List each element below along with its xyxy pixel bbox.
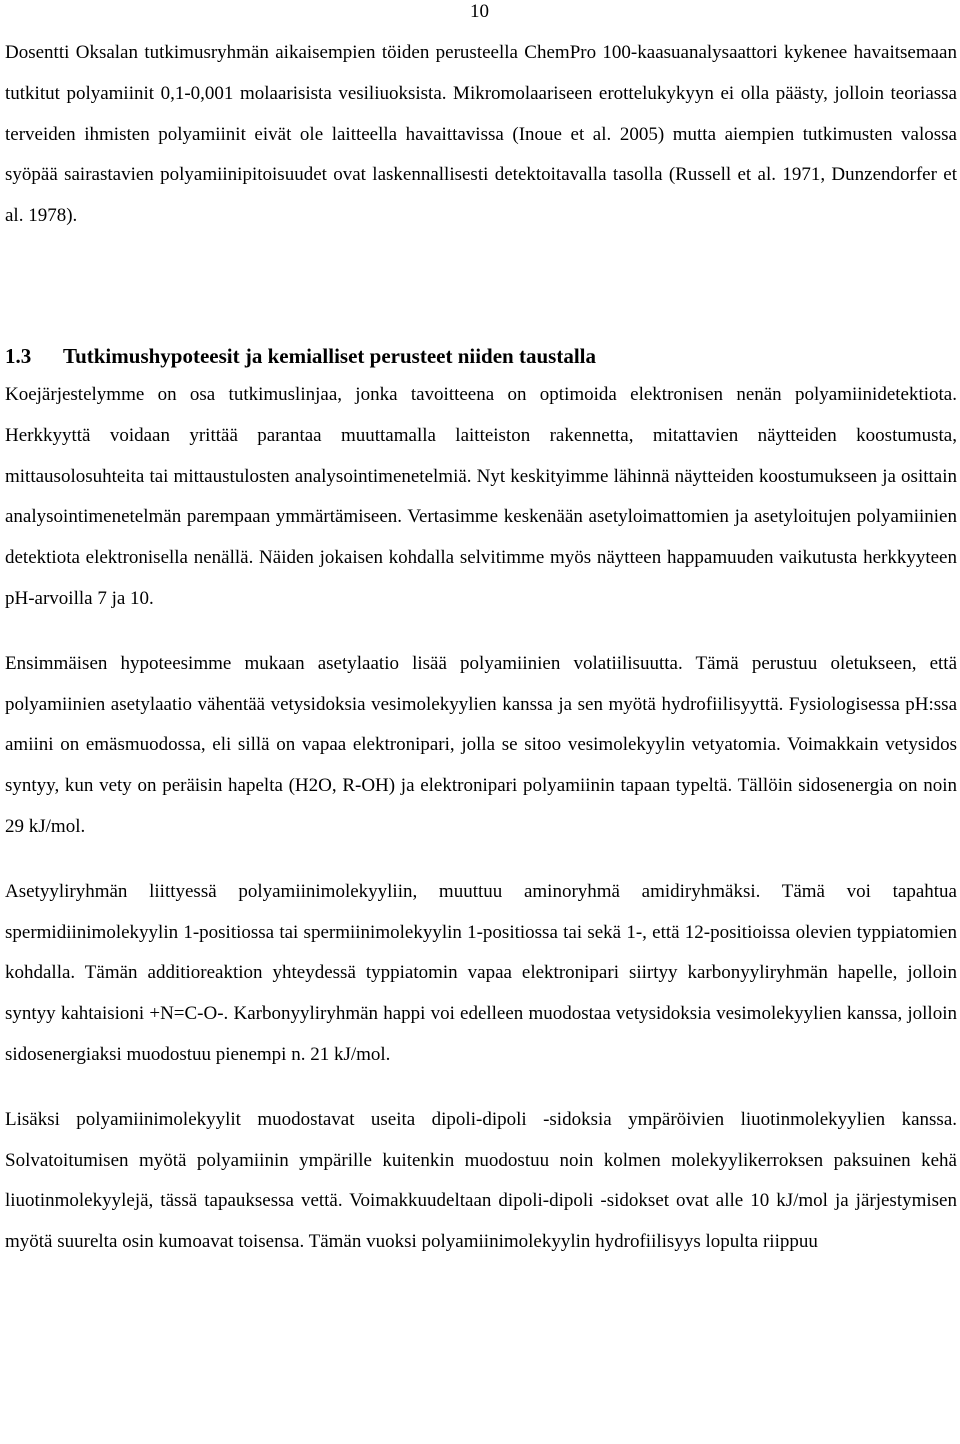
page-number: 10 (470, 1, 489, 22)
paragraph-hypothesis-1: Ensimmäisen hypoteesimme mukaan asetylaatio lisää polyamiinien volatiilisuutta. Tämä perustuu oletukseen, että polyamiinien asetylaatio vähentää vetysidoksia vesimolekyylien kanssa ja sen myötä hydrofiilisyyttä. Fysiologisessa pH:ssa amiini on emäsmuodossa, eli sillä on vapaa elektronipari, jolla se sitoo vesimolekyylin vetyatomia. Voimakkain vetysidos syntyy, kun vety on peräisin hapelta (H2O, R-OH) ja elektronipari polyamiinin tapaan typeltä. Tällöin sidosenergia on noin 29 kJ/mol. (5, 652, 957, 837)
paragraph-dipole: Lisäksi polyamiinimolekyylit muodostavat useita dipoli-dipoli -sidoksia ympäröivien liuotinmolekyylien kanssa. Solvatoitumisen myötä polyamiinin ympärille kuitenkin muodostuu noin kolmen molekyylikerroksen paksuinen kehä liuotinmolekyylejä, tässä tapauksessa vettä. Voimakkuudeltaan dipoli-dipoli -sidokset ovat alle 10 kJ/mol ja järjestymisen myötä suurelta osin kumoavat toisensa. Tämän vuoksi polyamiinimolekyylin hydrofiilisyys lopulta riippuu (5, 1108, 957, 1253)
paragraph-setup: Koejärjestelymme on osa tutkimuslinjaa, jonka tavoitteena on optimoida elektronisen nenän polyamiinidetektiota. Herkkyyttä voidaan yrittää parantaa muuttamalla laitteiston rakennetta, mitattavien näytteiden koostumusta, mittausolosuhteita tai mittaustulosten analysointimenetelmiä. Nyt keskityimme lähinnä näytteiden koostumukseen ja osittain analysointimenetelmän parempaan ymmärtämiseen. Vertasimme keskenään asetyloimattomien ja asetyloitujen polyamiinien detektiota elektronisella nenällä. Näiden jokaisen kohdalla selvitimme myös näytteen happamuuden vaikutusta herkkyyteen pH-arvoilla 7 ja 10. (5, 383, 957, 609)
intro-paragraph: Dosentti Oksalan tutkimusryhmän aikaisempien töiden perusteella ChemPro 100-kaasuanalysaattori kykenee havaitsemaan tutkitut polyamiinit 0,1-0,001 molaarisista vesiliuoksista. Mikromolaariseen erottelukykyyn ei olla päästy, jolloin teoriassa terveiden ihmisten polyamiinit eivät ole laitteella havaittavissa (Inoue et al. 2005) mutta aiempien tutkimusten valossa syöpää sairastavien polyamiinipitoisuudet ovat laskennallisesti detektoitavalla tasolla (Russell et al. 1971, Dunzendorfer et al. 1978). (5, 42, 957, 227)
document-body (5, 33, 957, 1263)
section-title: Tutkimushypoteesit ja kemialliset perusteet niiden taustalla (63, 343, 596, 368)
paragraph-acetyl-group: Asetyyliryhmän liittyessä polyamiinimolekyyliin, muuttuu aminoryhmä amidiryhmäksi. Tämä voi tapahtua spermidiinimolekyylin 1-positiossa tai spermiinimolekyylin 1-positiossa tai sekä 1-, että 12-positioissa olevien typpiatomien kohdalla. Tämän additioreaktion yhteydessä typpiatomin vapaa elektronipari siirtyy karbonyyliryhmän hapelle, jolloin syntyy kahtaisioni +N=C-O-. Karbonyyliryhmän happi voi edelleen muodostaa vetysidoksia vesimolekyylien kanssa, jolloin sidosenergiaksi muodostuu pienempi n. 21 kJ/mol. (5, 880, 957, 1065)
section-number: 1.3 (5, 343, 32, 368)
section-heading (5, 341, 957, 371)
